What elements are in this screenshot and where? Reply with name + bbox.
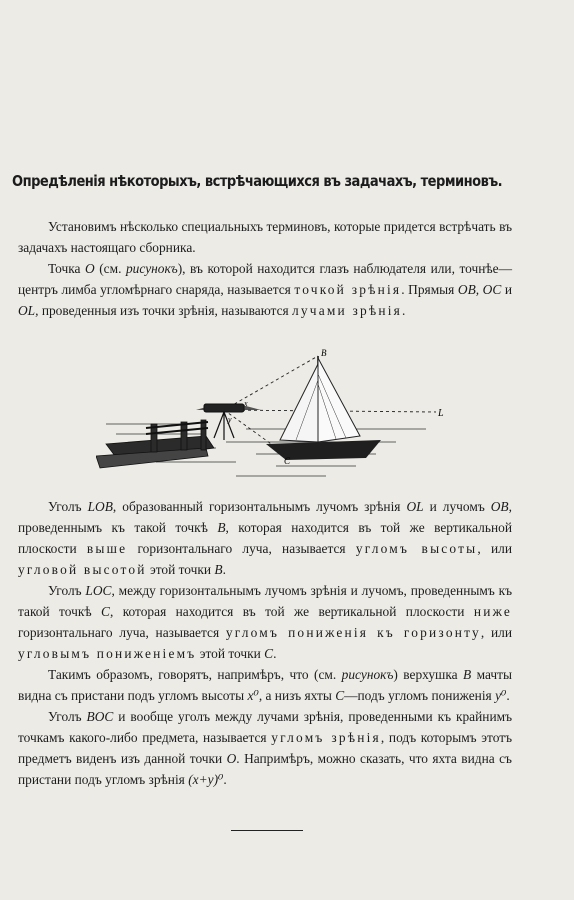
- label-c: C: [284, 456, 291, 466]
- text: этой точки: [146, 562, 215, 577]
- jib: [280, 364, 318, 442]
- text: .: [506, 688, 510, 703]
- text: —подъ угломъ пониженія: [344, 688, 496, 703]
- lines-ob-oc: OB, OC: [457, 282, 502, 297]
- ray-ol-ref: OL: [406, 499, 424, 514]
- text: , образованный горизонтальнымъ лучомъ зрѣнія: [112, 499, 407, 514]
- point-b: B: [463, 667, 472, 682]
- text: , или: [477, 541, 512, 556]
- term-angle-of-depression: угломъ пониженія къ горизонту: [225, 625, 481, 640]
- yacht: [266, 356, 381, 460]
- section-heading: Опредѣленія нѣкоторыхъ, встрѣчающихся въ задачахъ, терминовъ.: [12, 172, 503, 190]
- intro-block: [18, 216, 512, 321]
- point-o: O: [226, 751, 237, 766]
- text: Точка: [48, 261, 86, 276]
- text: Уголъ: [48, 499, 88, 514]
- text: .: [401, 303, 406, 318]
- definitions-block: [18, 496, 512, 790]
- text: , подъ которымъ этотъ предметъ виденъ изъ данной точки: [18, 730, 512, 766]
- paragraph-angle-of-depression: [18, 580, 512, 664]
- text: ) верхушка: [393, 667, 464, 682]
- paragraph-point-of-view: [18, 258, 512, 321]
- term-rays-of-view: лучами зрѣнія: [292, 303, 402, 318]
- term-angle-of-elevation: угломъ высоты: [355, 541, 478, 556]
- point-c: C: [101, 604, 110, 619]
- text: мачты видна съ пристани подъ угломъ высоты: [18, 667, 512, 703]
- paragraph-terms: Установимъ нѣсколько специальныхъ терминовъ, которые придется встрѣчать въ задачахъ настоящаго сборника.: [18, 219, 512, 255]
- label-b: B: [321, 348, 327, 358]
- ray-ob-ref: OB: [490, 499, 509, 514]
- text: этой точки: [196, 646, 265, 661]
- text: (см.: [94, 261, 126, 276]
- text: , между горизонтальнымъ лучомъ зрѣнія и лучомъ, проведеннымъ къ такой точкѣ: [18, 583, 513, 619]
- text: Такимъ образомъ, говорятъ, напримѣръ, что (см.: [48, 667, 342, 682]
- paragraph-angle-of-elevation: [18, 496, 512, 580]
- label-y: y: [228, 415, 232, 424]
- label-l: L: [438, 408, 444, 419]
- term-angular-height: угловой высотой: [18, 562, 147, 577]
- label-x: x: [244, 399, 248, 408]
- text: горизонтальнаго луча, называется: [18, 625, 226, 640]
- point-b: B: [217, 520, 226, 535]
- text: и вообще уголъ между лучами зрѣнія, проведенными къ крайнимъ точкамъ какого-либо предмета, называется: [18, 709, 513, 745]
- text: Уголъ: [48, 583, 86, 598]
- angle-sum: (x+y)⁰: [188, 772, 224, 787]
- angle-x: x⁰: [247, 688, 259, 703]
- text: и: [501, 282, 512, 297]
- yacht-pier-illustration: [96, 344, 456, 494]
- text: , или: [480, 625, 512, 640]
- text: . Напримѣръ, можно сказать, что яхта видна съ пристани подъ угломъ зрѣнія: [18, 751, 512, 787]
- instrument: [204, 404, 244, 440]
- term-angular-depression: угловымъ пониженіемъ: [18, 646, 197, 661]
- text: , а низъ яхты: [258, 688, 336, 703]
- point-c: C: [264, 646, 274, 661]
- point-b: B: [214, 562, 223, 577]
- text: , которая находится въ той же вертикальной плоскости: [18, 520, 512, 556]
- text: ), въ которой находится глазъ наблюдателя или, точнѣе—центръ лимба угломѣрнаго снаряда, называется: [18, 261, 512, 297]
- figure-ref: рисунокъ: [341, 667, 394, 682]
- angle-lob: LOB: [87, 499, 113, 514]
- text: и лучомъ: [423, 499, 491, 514]
- term-angle-of-view: угломъ зрѣнія: [271, 730, 381, 745]
- text: .: [222, 562, 226, 577]
- text: горизонтальнаго луча, называется: [127, 541, 356, 556]
- mainsail: [318, 358, 360, 442]
- text: Уголъ: [48, 709, 87, 724]
- text: , которая находится въ той же вертикальной плоскости: [109, 604, 474, 619]
- text: .: [223, 772, 227, 787]
- figure-ref: рисунокъ: [125, 261, 178, 276]
- text: проведенныя изъ точки зрѣнія, называются: [38, 303, 293, 318]
- term-above: выше: [86, 541, 128, 556]
- text: , проведеннымъ къ такой точкѣ: [18, 499, 512, 535]
- angle-boc: BOC: [86, 709, 114, 724]
- text: .: [273, 646, 277, 661]
- line-ol: OL,: [18, 303, 39, 318]
- term-below: ниже: [473, 604, 512, 619]
- angle-loc: LOC: [85, 583, 112, 598]
- paragraph-example: [18, 664, 512, 706]
- closing-rule: [231, 830, 303, 831]
- pier: [96, 420, 214, 468]
- angle-y: y⁰: [495, 688, 507, 703]
- point-c: C: [335, 688, 345, 703]
- paragraph-angle-of-view: [18, 706, 512, 790]
- term-point-of-view: точкой зрѣнія: [294, 282, 402, 297]
- point-o: O: [85, 261, 95, 276]
- text: . Прямыя: [401, 282, 458, 297]
